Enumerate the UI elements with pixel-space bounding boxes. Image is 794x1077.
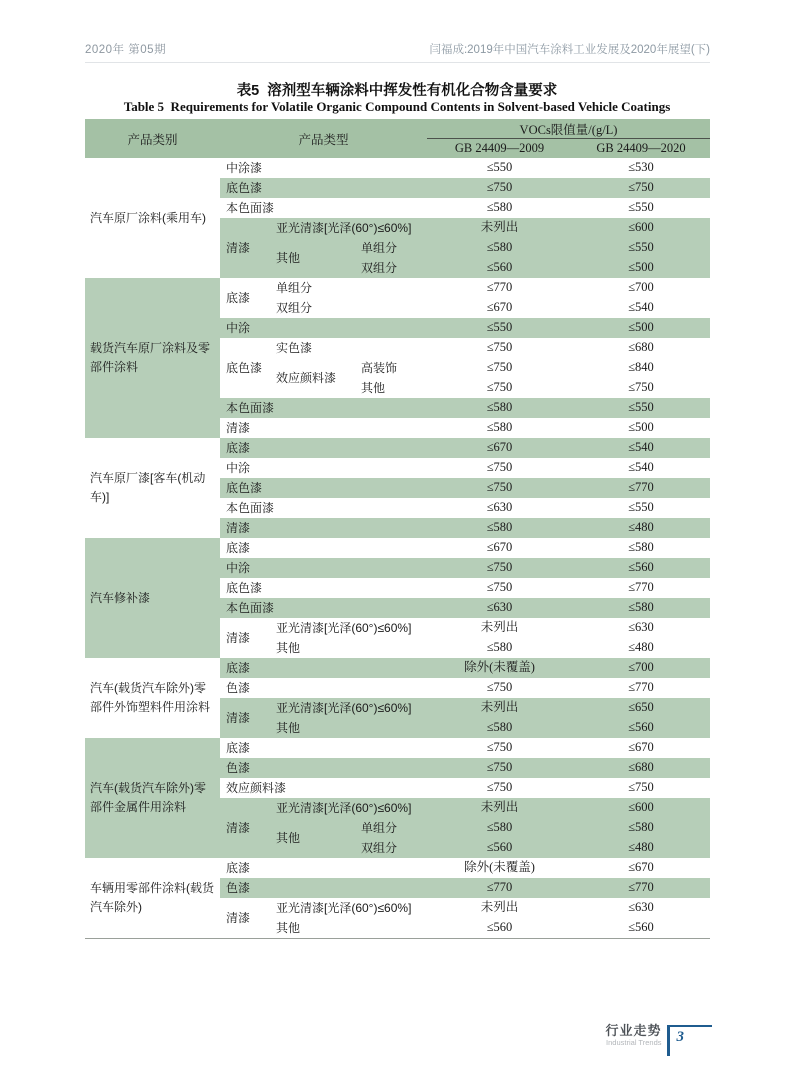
value-cell: ≤630 [572,618,710,638]
table-row [85,738,710,758]
type-cell: 亚光清漆[光泽(60°)≤60%] [270,618,427,638]
value-cell: ≤500 [572,258,710,278]
value-cell: ≤770 [427,878,572,898]
type-cell: 清漆 [220,618,270,658]
value-cell: ≤670 [427,438,572,458]
value-cell: ≤670 [427,538,572,558]
value-cell: ≤500 [572,418,710,438]
value-cell: ≤600 [572,798,710,818]
table-row [85,858,710,878]
table-row [85,278,710,298]
type-cell: 色漆 [220,758,427,778]
value-cell: ≤750 [427,358,572,378]
type-cell: 底漆 [220,858,427,878]
value-cell: ≤560 [572,558,710,578]
footer-label-en: Industrial Trends [606,1038,662,1048]
value-cell: ≤550 [572,198,710,218]
type-cell: 亚光清漆[光泽(60°)≤60%] [270,898,427,918]
value-cell: 未列出 [427,898,572,918]
type-cell: 清漆 [220,518,427,538]
value-cell: ≤480 [572,638,710,658]
type-cell: 清漆 [220,898,270,939]
col-header-voc-limit: VOCs限值量/(g/L) [427,119,710,139]
type-cell: 清漆 [220,798,270,858]
col-header-category: 产品类别 [85,119,220,158]
type-cell: 其他 [355,378,427,398]
value-cell: ≤750 [427,578,572,598]
table-title-en: Table 5 Requirements for Volatile Organic Compound Contents in Solvent-based Vehicle Coatings [123,99,671,114]
value-cell: ≤750 [572,178,710,198]
value-cell: ≤560 [427,258,572,278]
article-title-label: 闫福成:2019年中国汽车涂料工业发展及2020年展望(下) [429,44,710,56]
value-cell: ≤670 [572,738,710,758]
type-cell: 清漆 [220,698,270,738]
type-cell: 效应颜料漆 [270,358,355,398]
col-header-type: 产品类型 [220,119,427,158]
table-row [85,658,710,678]
type-cell: 高装饰 [355,358,427,378]
category-cell: 汽车(载货汽车除外)零部件外饰塑料件用涂料 [85,658,220,738]
type-cell: 本色面漆 [220,198,427,218]
value-cell: ≤680 [572,338,710,358]
value-cell: ≤580 [572,818,710,838]
type-cell: 双组分 [270,298,427,318]
page-number: 3 [676,1029,684,1045]
value-cell: ≤700 [572,658,710,678]
col-header-gb2009: GB 24409—2009 [427,139,572,159]
type-cell: 效应颜料漆 [220,778,427,798]
type-cell: 清漆 [220,418,427,438]
type-cell: 亚光清漆[光泽(60°)≤60%] [270,218,427,238]
value-cell: ≤750 [427,738,572,758]
type-cell: 亚光清漆[光泽(60°)≤60%] [270,698,427,718]
value-cell: ≤550 [427,318,572,338]
value-cell: ≤580 [427,818,572,838]
type-cell: 色漆 [220,678,427,698]
value-cell: ≤680 [572,758,710,778]
value-cell: ≤560 [427,918,572,939]
type-cell: 本色面漆 [220,498,427,518]
type-cell: 单组分 [355,238,427,258]
running-head [85,41,710,57]
value-cell: ≤750 [427,458,572,478]
value-cell: ≤630 [427,498,572,518]
value-cell: ≤560 [572,918,710,939]
type-cell: 中涂漆 [220,158,427,178]
category-cell: 汽车原厂漆[客车(机动车)] [85,438,220,538]
category-cell: 载货汽车原厂涂料及零部件涂料 [85,278,220,438]
category-cell: 车辆用零部件涂料(载货汽车除外) [85,858,220,939]
type-cell: 底漆 [220,438,427,458]
value-cell: ≤500 [572,318,710,338]
value-cell: ≤770 [427,278,572,298]
value-cell: ≤580 [572,598,710,618]
type-cell: 底色漆 [220,338,270,398]
table-title-cn: 表5 溶剂型车辆涂料中挥发性有机化合物含量要求 [236,83,558,99]
type-cell: 单组分 [270,278,427,298]
value-cell: ≤580 [427,418,572,438]
type-cell: 其他 [270,238,355,278]
value-cell: ≤630 [572,898,710,918]
value-cell: 除外(未覆盖) [427,658,572,678]
table-header-row [85,119,710,139]
value-cell: ≤600 [572,218,710,238]
page-footer [605,1022,712,1056]
category-cell: 汽车修补漆 [85,538,220,658]
value-cell: ≤580 [427,238,572,258]
category-cell: 汽车原厂涂料(乘用车) [85,158,220,278]
footer-section-label [605,1024,661,1047]
value-cell: ≤540 [572,458,710,478]
table-row [85,158,710,178]
value-cell: ≤840 [572,358,710,378]
value-cell: ≤750 [427,678,572,698]
value-cell: ≤670 [427,298,572,318]
value-cell: 未列出 [427,798,572,818]
value-cell: ≤580 [427,518,572,538]
value-cell: ≤750 [427,478,572,498]
value-cell: ≤580 [427,398,572,418]
type-cell: 其他 [270,818,355,858]
type-cell: 双组分 [355,258,427,278]
value-cell: ≤770 [572,578,710,598]
value-cell: ≤750 [427,178,572,198]
type-cell: 清漆 [220,218,270,278]
type-cell: 中涂 [220,558,427,578]
value-cell: ≤770 [572,478,710,498]
type-cell: 其他 [270,918,427,939]
type-cell: 其他 [270,638,427,658]
issue-label: 2020年 第05期 [85,44,167,56]
type-cell: 本色面漆 [220,398,427,418]
value-cell: 未列出 [427,618,572,638]
value-cell: ≤750 [427,338,572,358]
value-cell: 除外(未覆盖) [427,858,572,878]
value-cell: ≤530 [572,158,710,178]
type-cell: 本色面漆 [220,598,427,618]
type-cell: 单组分 [355,818,427,838]
type-cell: 底漆 [220,278,270,318]
value-cell: ≤750 [427,778,572,798]
table-body [85,158,710,939]
type-cell: 中涂 [220,458,427,478]
type-cell: 色漆 [220,878,427,898]
type-cell: 底色漆 [220,578,427,598]
value-cell: ≤700 [572,278,710,298]
footer-label-cn: 行业走势 [605,1023,662,1038]
type-cell: 实色漆 [270,338,427,358]
value-cell: 未列出 [427,218,572,238]
value-cell: ≤750 [427,378,572,398]
type-cell: 底色漆 [220,178,427,198]
value-cell: ≤480 [572,838,710,858]
type-cell: 中涂 [220,318,427,338]
type-cell: 底色漆 [220,478,427,498]
col-header-gb2020: GB 24409—2020 [572,139,710,159]
value-cell: ≤670 [572,858,710,878]
value-cell: ≤550 [572,398,710,418]
value-cell: ≤750 [427,558,572,578]
value-cell: ≤560 [427,838,572,858]
value-cell: ≤770 [572,678,710,698]
table-head [85,119,710,158]
value-cell: ≤540 [572,298,710,318]
type-cell: 双组分 [355,838,427,858]
value-cell: ≤630 [427,598,572,618]
value-cell: ≤550 [427,158,572,178]
value-cell: ≤750 [572,778,710,798]
page-number-box [667,1025,713,1056]
category-cell: 汽车(载货汽车除外)零部件金属件用涂料 [85,738,220,858]
value-cell: ≤540 [572,438,710,458]
type-cell: 亚光清漆[光泽(60°)≤60%] [270,798,427,818]
value-cell: ≤580 [427,718,572,738]
table-row [85,538,710,558]
voc-limits-table [85,119,710,939]
value-cell: 未列出 [427,698,572,718]
value-cell: ≤560 [572,718,710,738]
value-cell: ≤580 [572,538,710,558]
value-cell: ≤770 [572,878,710,898]
value-cell: ≤550 [572,238,710,258]
value-cell: ≤550 [572,498,710,518]
value-cell: ≤580 [427,638,572,658]
table-row [85,438,710,458]
header-divider [85,62,710,63]
type-cell: 底漆 [220,738,427,758]
type-cell: 底漆 [220,538,427,558]
value-cell: ≤750 [427,758,572,778]
value-cell: ≤650 [572,698,710,718]
value-cell: ≤750 [572,378,710,398]
value-cell: ≤580 [427,198,572,218]
type-cell: 底漆 [220,658,427,678]
value-cell: ≤480 [572,518,710,538]
type-cell: 其他 [270,718,427,738]
